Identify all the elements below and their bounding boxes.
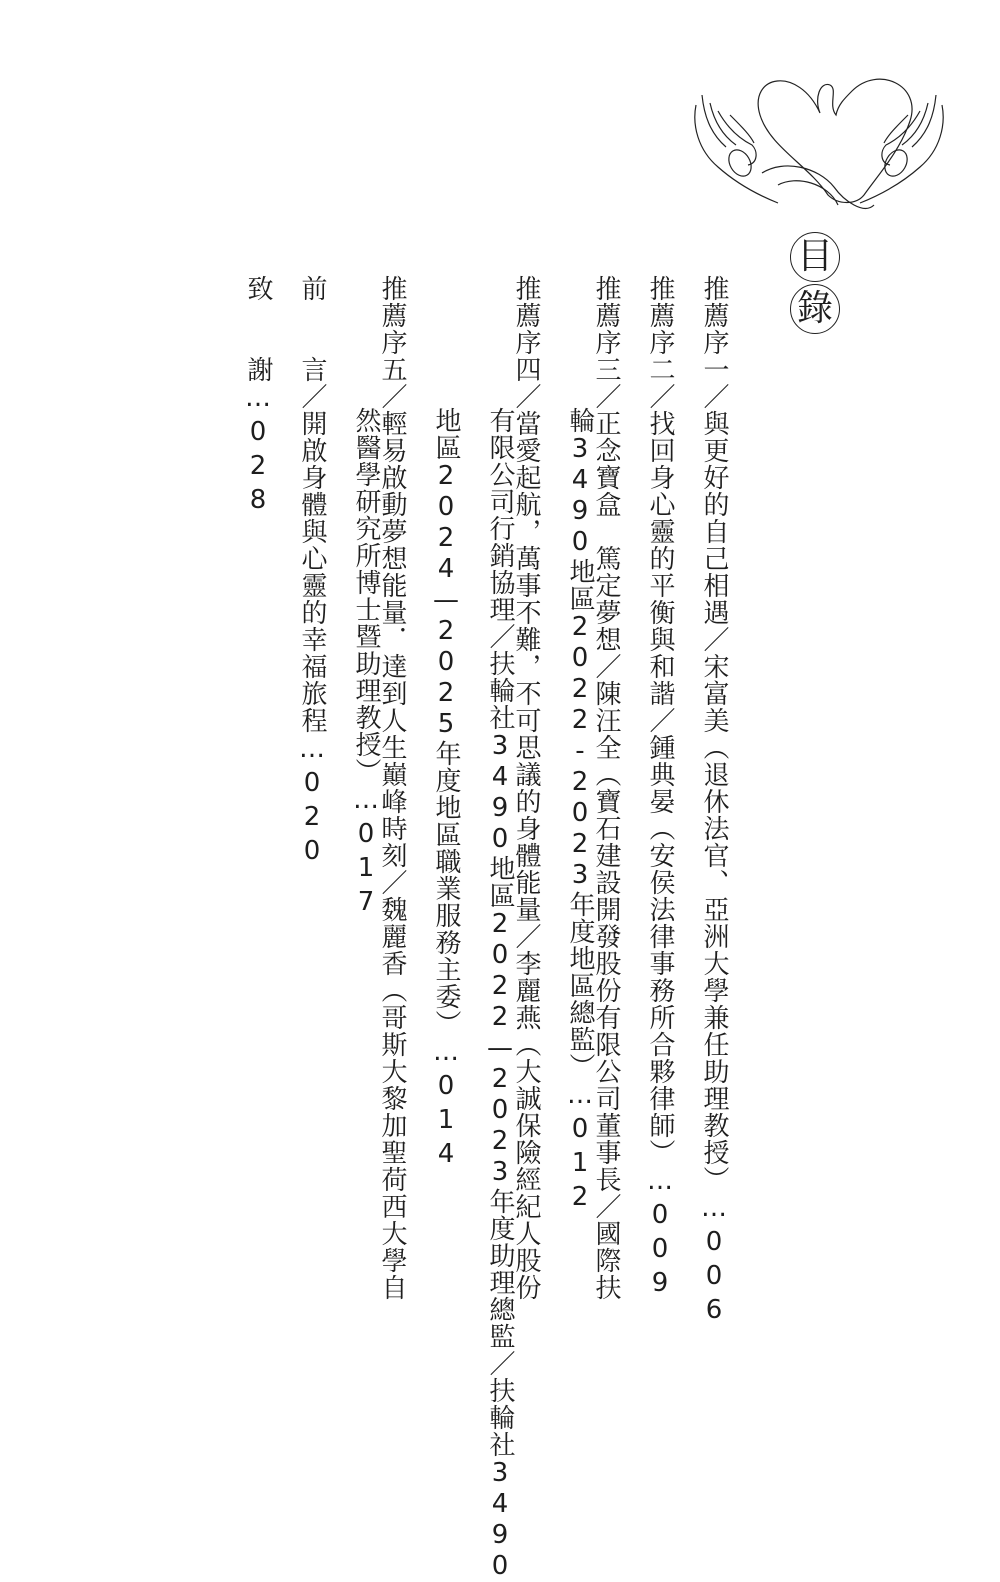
toc-entry-text: 推薦序三／正念寶盒 篤定夢想／陳汪全（寶石建設開發股份有限公司董事長／國際扶 bbox=[591, 275, 621, 1301]
toc-entry-text: 推薦序一／與更好的自己相遇／宋富美（退休法官、亞洲大學兼任助理教授） bbox=[699, 275, 729, 1193]
toc-entry-preface[interactable] bbox=[292, 275, 332, 870]
toc-entry-4-cont-1[interactable] bbox=[480, 407, 520, 1582]
toc-entry-5-cont[interactable] bbox=[346, 407, 386, 921]
toc-entry-text: 致 謝 bbox=[243, 275, 273, 383]
heading-char-2: 錄 bbox=[790, 284, 840, 334]
toc-entry-text: 前 言／開啟身體與心靈的幸福旅程 bbox=[297, 275, 327, 734]
toc-page-number: …020 bbox=[297, 734, 327, 870]
toc-entry-text: 推薦序五／輕易啟動夢想能量．達到人生巔峰時刻／魏麗香（哥斯大黎加聖荷西大學自 bbox=[377, 275, 407, 1301]
toc-entry-text: 地區2024—2025年度地區職業服務主委） bbox=[431, 407, 461, 1037]
toc-page-number: …012 bbox=[565, 1080, 595, 1216]
toc-page-number: …009 bbox=[645, 1166, 675, 1302]
toc-entry-4-cont-2[interactable] bbox=[426, 407, 466, 1173]
toc-page-number: …014 bbox=[431, 1037, 461, 1173]
toc-entry-acknowledgements[interactable] bbox=[238, 275, 278, 519]
toc-page-number: …028 bbox=[243, 383, 273, 519]
toc-entry-text: 推薦序四／當愛起航，萬事不難，不可思議的身體能量／李麗燕（大誠保險經紀人股份 bbox=[511, 275, 541, 1301]
toc-entry-text: 有限公司行銷協理／扶輪社3490地區2022—2023年度助理總監／扶輪社3490 bbox=[485, 407, 515, 1582]
toc-entry-1[interactable] bbox=[694, 275, 734, 1329]
toc-entry-text: 輪3490地區2022-2023年度地區總監） bbox=[565, 407, 595, 1080]
toc-entry-3-cont[interactable] bbox=[560, 407, 600, 1216]
heading-char-1: 目 bbox=[790, 232, 840, 282]
toc-entry-text: 然醫學研究所博士暨助理教授） bbox=[351, 407, 381, 785]
toc-entry-2[interactable] bbox=[640, 275, 680, 1302]
toc-heading bbox=[790, 232, 846, 336]
heart-hands-logo bbox=[688, 55, 950, 225]
toc-entry-text: 推薦序二／找回身心靈的平衡與和諧／鍾典晏（安侯法律事務所合夥律師） bbox=[645, 275, 675, 1166]
toc-page-number: …017 bbox=[351, 785, 381, 921]
toc-page-number: …006 bbox=[699, 1193, 729, 1329]
